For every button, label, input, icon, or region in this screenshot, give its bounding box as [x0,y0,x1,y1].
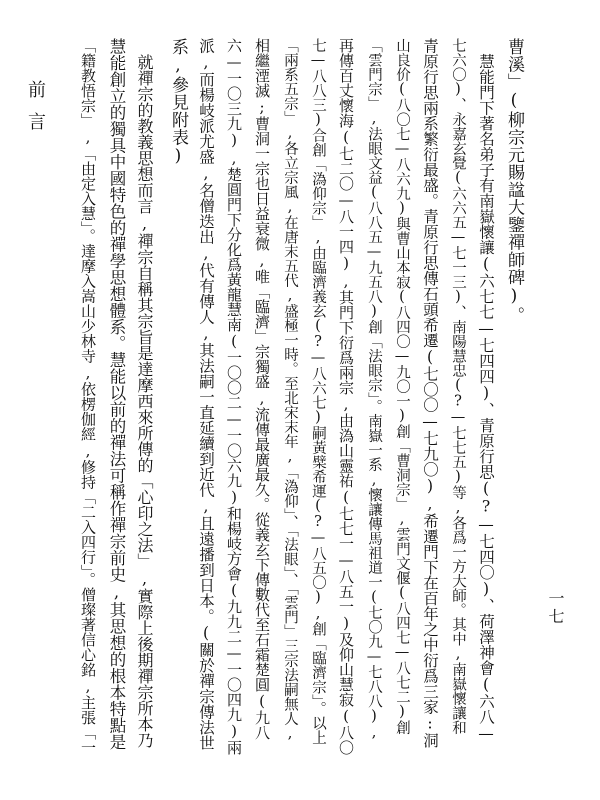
running-header: 前言 [25,80,46,144]
text-line-16: 「籍教悟宗」,「由定入慧」。達摩入嵩山少林寺,依楞伽經,修持「二入四行」。僧璨著信心銘,主張「一 [79,38,97,755]
text-line-7: 再傳百丈懷海(七二〇—八一四),其門下衍爲兩宗,由溈山靈祐(七七一—八五一)及仰山慧寂(八〇 [337,38,355,755]
text-line-6: 「雲門宗」,法眼文益(八八五—九五八)創「法眼宗」。南嶽一系,懷讓傳馬祖道一(七〇九—七八八), [366,38,382,741]
text-line-8: 七—八八三)合創「溈仰宗」,由臨濟義玄(?—八六七)嗣黃檗希運(?—八五〇),創「臨濟宗」。以上 [310,38,326,745]
page-number: 一七 [546,590,565,626]
text-line-4: 青原行思兩系繁衍最盛。青原行思傳石頭希遷(七〇〇—七九〇),希遷門下在百年之中衍爲三家:洞 [421,38,439,748]
text-line-5: 山良价(八〇七—八六九)與曹山本寂(八四〇—九〇一)創「曹洞宗」,雲門文偃(八四七—八七二)創 [394,38,410,735]
text-line-12: 派,而楊岐派尤盛,名僧迭出,代有傳人,其法嗣一直延續到近代,且遠播到日本。(關於禪宗傳法世 [197,38,215,751]
text-line-14: 就禪宗的教義思想而言,禪宗自稱其宗旨是達摩西來所傳的「心印之法」,實際上後期禪宗所本乃 [135,38,154,748]
text-line-9: 「兩系五宗」,各立宗風,在唐末五代,盛極一時。至北宋末年,「溈仰」、「法眼」、「雲門」三宗法嗣無人, [282,38,298,742]
text-line-1: 曹溪」(柳宗元賜諡大鑒禪師碑)。 [504,38,524,324]
text-line-15: 慧能創立的獨具中國特色的禪學思想體系。慧能以前的禪法可稱作禪宗前史,其思想的根本特點是 [107,38,126,750]
text-line-10: 相繼湮滅;曹洞一宗也日益衰微,唯「臨濟」宗獨盛,流傳最廣最久。從義玄下傳數代至石霜楚圓(九八 [253,38,271,740]
text-line-13: 系,參見附表) [168,38,188,167]
text-line-2: 慧能門下著名弟子有南嶽懷讓(六七七—七四四)、青原行思(?—七四〇)、荷澤神會(六八— [477,38,495,743]
text-line-11: 六—一〇三九),楚圓門下分化爲黃龍慧南(一〇〇二—一〇六九)和楊岐方會(九九二—一〇四九)兩 [225,38,243,755]
text-line-3: 七六〇)、永嘉玄覺(六六五—七一三)、南陽慧忠(?—七七五)等,各爲一方大師。其中,南嶽懷讓和 [450,38,466,735]
